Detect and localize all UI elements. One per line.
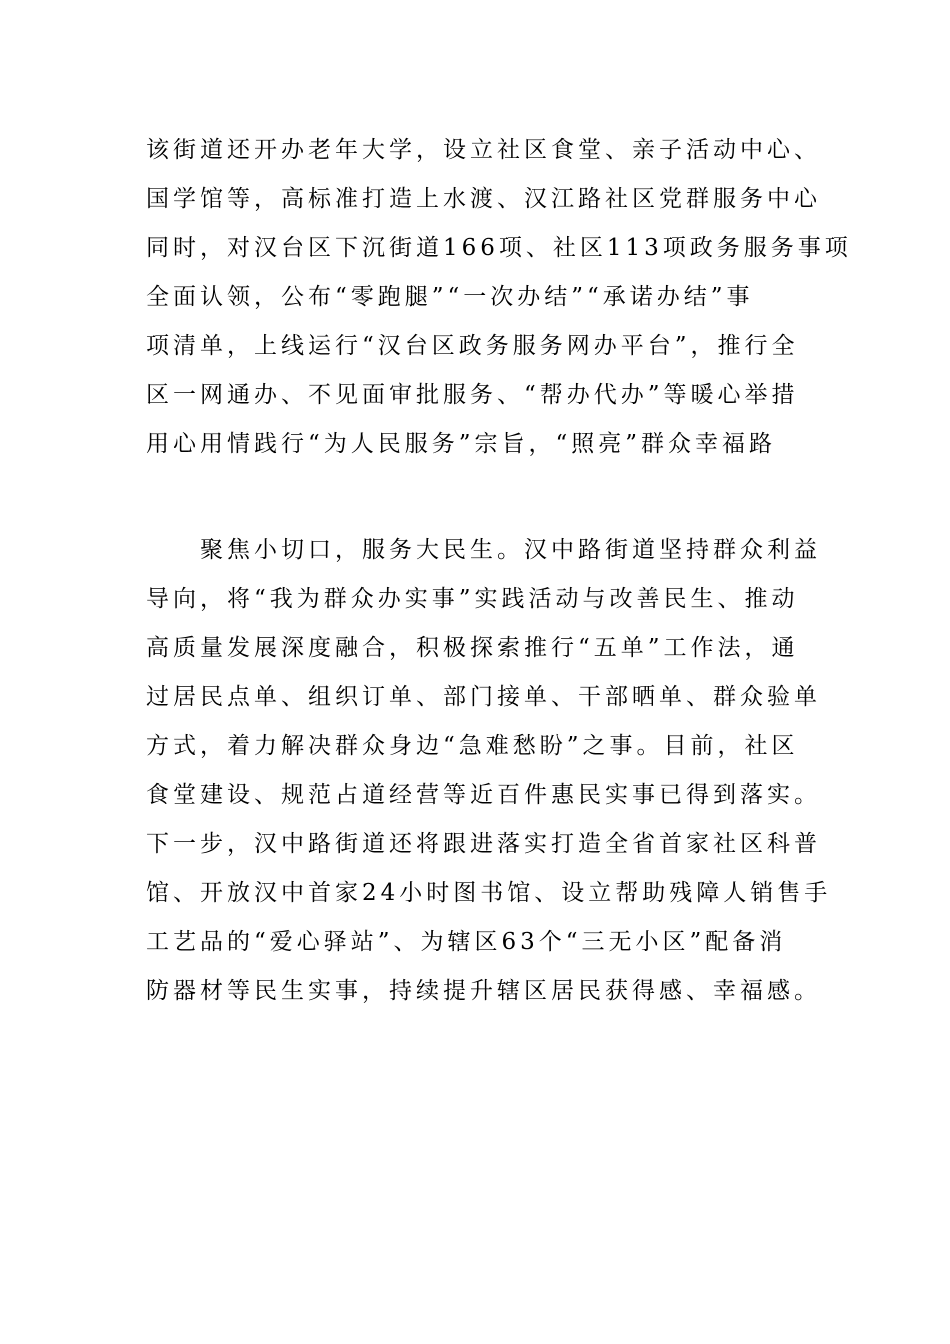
text-line: 同时，对汉台区下沉街道166项、社区113项政务服务事项: [146, 235, 852, 261]
text-line: 高质量发展深度融合，积极探索推行“五单”工作法，通: [146, 635, 799, 661]
text-line: 项清单，上线运行“汉台区政务服务网办平台”，推行全: [146, 333, 799, 359]
text-line: 用心用情践行“为人民服务”宗旨，“照亮”群众幸福路: [146, 431, 777, 457]
text-line: 国学馆等，高标准打造上水渡、汉江路社区党群服务中心: [146, 186, 821, 212]
paragraph-continued: [146, 126, 852, 469]
text-line: 下一步，汉中路街道还将跟进落实打造全省首家社区科普: [146, 831, 821, 857]
text-line: 防器材等民生实事，持续提升辖区居民获得感、幸福感。: [146, 978, 821, 1004]
text-line: 方式，着力解决群众身边“急难愁盼”之事。目前，社区: [146, 733, 799, 759]
text-line: 该街道还开办老年大学，设立社区食堂、亲子活动中心、: [146, 137, 821, 163]
text-line: 全面认领，公布“零跑腿”“一次办结”“承诺办结”事: [146, 284, 754, 310]
text-line: 馆、开放汉中首家24小时图书馆、设立帮助残障人销售手: [146, 880, 832, 906]
text-line: 区一网通办、不见面审批服务、“帮办代办”等暖心举措: [146, 382, 799, 408]
text-line: 食堂建设、规范占道经营等近百件惠民实事已得到落实。: [146, 782, 821, 808]
text-line: 工艺品的“爱心驿站”、为辖区63个“三无小区”配备消: [146, 929, 787, 955]
paragraph-service-livelihood: [146, 526, 832, 1016]
text-line: 聚焦小切口，服务大民生。汉中路街道坚持群众利益: [146, 537, 821, 563]
text-line: 导向，将“我为群众办实事”实践活动与改善民生、推动: [146, 586, 799, 612]
text-line: 过居民点单、组织订单、部门接单、干部晒单、群众验单: [146, 684, 821, 710]
